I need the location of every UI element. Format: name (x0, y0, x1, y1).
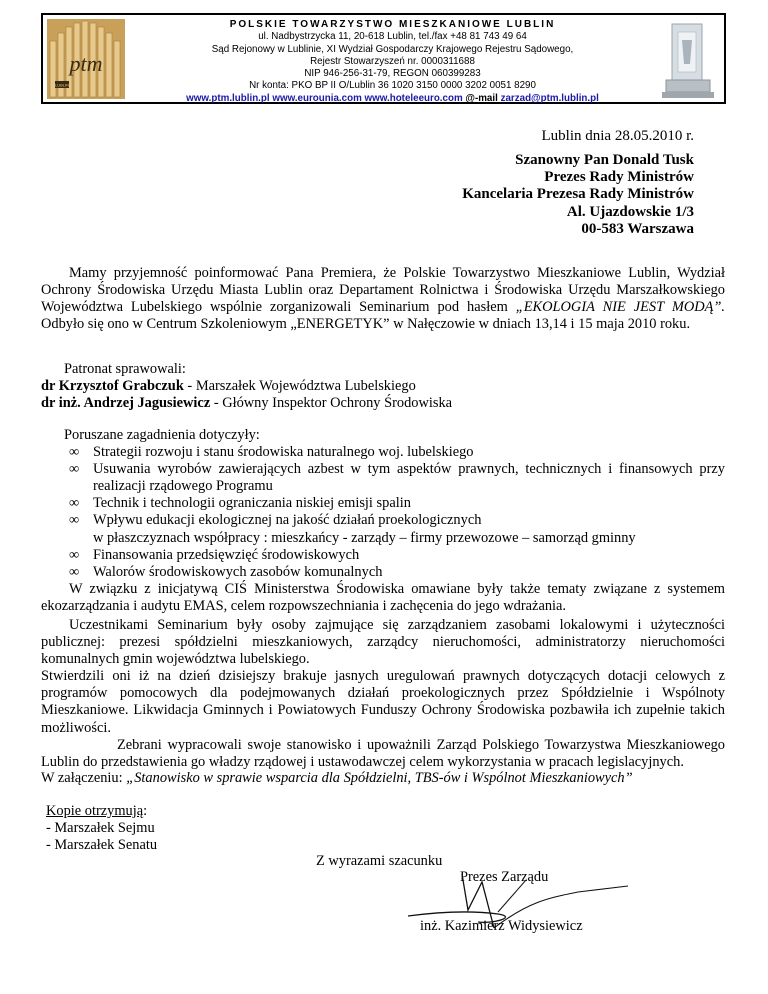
topics-list (41, 444, 725, 581)
bullet-infinity-icon: ∞ (69, 444, 80, 461)
org-court: Sąd Rejonowy w Lublinie, XI Wydział Gospodarczy Krajowego Rejestru Sądowego, (211, 43, 574, 55)
intro-text-2: Odbyło się ono w Centrum Szkoleniowym „ENERGETYK” w Nałęczowie w dniach 13,14 i 15 maja 2010 roku. (41, 316, 691, 333)
intro-text-1: Mamy przyjemność poinformować Pana Premiera, że Polskie Towarzystwo Mieszkaniowe Lublin, Wydział Ochrony Środowiska Urzędu Miasta Lublin oraz Departament Rolnictwa i Środowiska Urzędu Marszałkowskiego Województwa Lubelskiego wspólnie zorganizowali Seminarium pod hasłem (41, 265, 725, 316)
addressee-block (462, 152, 694, 238)
signatory-name: inż. Kazimierz Widysiewicz (420, 918, 583, 934)
signatory-title: Prezes Zarządu (460, 869, 549, 885)
org-name: POLSKIE TOWARZYSTWO MIESZKANIOWE LUBLIN (229, 19, 556, 30)
org-nip-regon: NIP 946-256-31-79, REGON 060399283 (304, 68, 481, 80)
logo-sub: LUBLIN (54, 82, 70, 88)
attachment-title: „Stanowisko w sprawie wsparcia dla Spółdzielni, TBS-ów i Wspólnot Mieszkaniowych” (126, 770, 633, 786)
letterhead (41, 13, 726, 104)
patronage-block (41, 361, 725, 412)
patron-1-name: dr Krzysztof Grabczuk (41, 378, 184, 395)
letter-date: Lublin dnia 28.05.2010 r. (541, 128, 694, 144)
ptm-logo (47, 19, 125, 99)
list-item: ∞ Walorów środowiskowych zasobów komunalnych (69, 563, 383, 580)
list-item: ∞ Wpływu edukacji ekologicznej na jakość działań proekologicznych w płaszczyznach współpracy : mieszkańcy - zarządy – firmy przewozowe – samorząd gminny (69, 512, 636, 546)
bullet-infinity-icon: ∞ (69, 495, 80, 512)
intro-paragraph (41, 265, 725, 333)
web-links[interactable]: www.ptm.lublin.pl www.eurounia.com www.hoteleeuro.com (186, 92, 463, 104)
copy-recipient: - Marszałek Sejmu (46, 820, 155, 837)
email-label: @-mail (465, 92, 498, 104)
list-item-continuation: w płaszczyznach współpracy : mieszkańcy - zarządy – firmy przewozowe – samorząd gminny (93, 529, 636, 546)
org-links (135, 93, 650, 105)
bullet-infinity-icon: ∞ (69, 563, 80, 580)
attachment-line (41, 770, 725, 787)
participants-block (41, 617, 725, 771)
list-item: ∞ Technik i technologii ograniczania niskiej emisji spalin (69, 495, 411, 512)
patron-2 (41, 395, 725, 412)
logo-text: ptm (69, 51, 103, 76)
org-bank: Nr konta: PKO BP II O/Lublin 36 1020 3150 0000 3202 0051 8290 (249, 80, 536, 92)
copy-recipient: - Marszałek Senatu (46, 837, 158, 854)
copies-label: Kopie otrzymują (46, 803, 144, 819)
patronage-heading: Patronat sprawowali: (64, 361, 186, 377)
participants-text-1: Uczestnikami Seminarium były osoby zajmujące się zarządzaniem zasobami lokalowymi i użyteczności publicznej: prezesi spółdzielni mieszkaniowych, zarządcy nieruchomości, administratorzy nieruchomości komunalnych gmin województwa lubelskiego. (41, 617, 725, 668)
participants-text-2: Stwierdzili oni iż na dzień dzisiejszy brakuje jasnych uregulowań prawnych dotyczących dotacji celowych z programów pomocowych dla podejmowanych działań proekologicznych przez Spółdzielnie i Wspólnoty Mieszkaniowe. Likwidacja Gminnych i Powiatowych Funduszy Ochrony Środowiska pozbawiła ich zupełnie takich możliwości. (41, 668, 725, 736)
award-statuette (658, 20, 718, 100)
patron-1 (41, 378, 725, 395)
patron-2-role: - Główny Inspektor Ochrony Środowiska (210, 395, 453, 412)
seminar-slogan: „EKOLOGIA NIE JEST MODĄ”. (515, 299, 725, 316)
letterhead-text (135, 19, 650, 105)
copies-block: Kopie otrzymują: - Marszałek Sejmu - Marszałek Senatu (46, 803, 158, 854)
closing-salutation: Z wyrazami szacunku (316, 853, 443, 869)
list-item: ∞ Finansowania przedsięwzięć środowiskowych (69, 546, 360, 563)
bullet-infinity-icon: ∞ (69, 461, 80, 478)
bullet-infinity-icon: ∞ (69, 512, 80, 529)
participants-text-3: Zebrani wypracowali swoje stanowisko i upoważnili Zarząd Polskiego Towarzystwa Mieszkaniowego Lublin do przedstawienia go władzy rządowej i ustawodawczej celem wykorzystania w pracach legislacyjnych. (41, 736, 725, 770)
patron-2-name: dr inż. Andrzej Jagusiewicz (41, 395, 211, 412)
topics-heading: Poruszane zagadnienia dotyczyły: (64, 427, 260, 443)
org-address: ul. Nadbystrzycka 11, 20-618 Lublin, tel./fax +48 81 743 49 64 (258, 31, 527, 43)
topics-block (41, 427, 725, 615)
org-register: Rejestr Stowarzyszeń nr. 0000311688 (310, 55, 475, 67)
topics-closing: W związku z inicjatywą CIŚ Ministerstwa Środowiska omawiane były także tematy związane z systemem ekozarządzania i audytu EMAS, celem rozpowszechniania i zachęcenia do jego wdrażania. (41, 580, 725, 614)
bullet-infinity-icon: ∞ (69, 546, 80, 563)
email-link[interactable]: zarzad@ptm.lublin.pl (500, 92, 599, 104)
addressee-line: Al. Ujazdowskie 1/3 (566, 203, 694, 220)
attachment-label: W załączeniu: (41, 770, 127, 786)
addressee-line: 00-583 Warszawa (581, 220, 694, 237)
addressee-line: Prezes Rady Ministrów (544, 169, 694, 186)
list-item: ∞ Usuwania wyrobów zawierających azbest w tym aspektów prawnych, technicznych i finansowych przy realizacji rządowego Programu (69, 461, 725, 495)
addressee-line: Szanowny Pan Donald Tusk (515, 152, 694, 168)
list-item: ∞ Strategii rozwoju i stanu środowiska naturalnego woj. lubelskiego (69, 444, 474, 461)
addressee-line: Kancelaria Prezesa Rady Ministrów (462, 186, 694, 203)
patron-1-role: - Marszałek Województwa Lubelskiego (183, 378, 416, 395)
